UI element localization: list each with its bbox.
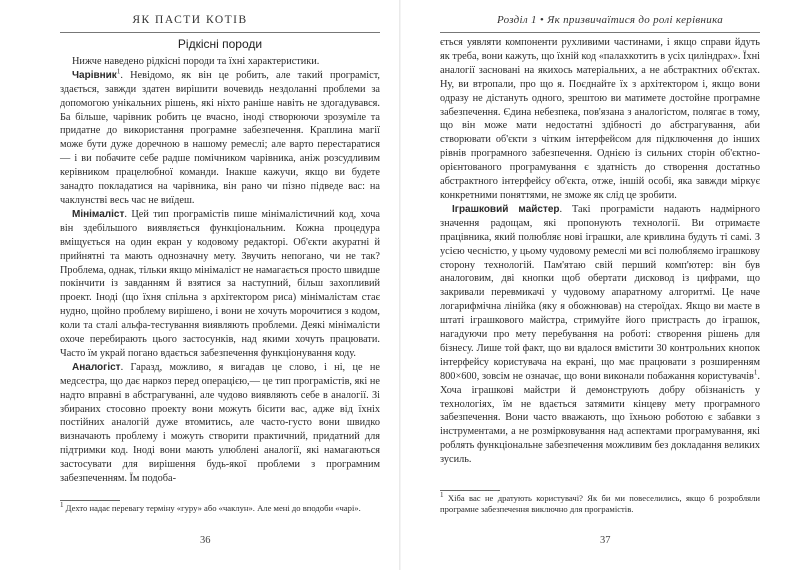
footnote-mark: 1 [60,501,64,510]
left-body-text [60,36,380,486]
running-head-book-title: ЯК ПАСТИ КОТІВ [132,14,248,26]
minimalist-paragraph [60,208,380,361]
wizard-term: Чарівник [72,69,117,81]
footnote-rule [60,500,120,501]
analogist-term: Аналогіст [72,361,121,373]
footnote-mark: 1 [440,491,444,500]
toymaster-paragraph [440,203,760,467]
wizard-text: . Невідомо, як він це робить, але такий програміст, здається, завжди здатен вирішити вочевидь нездоланні проблеми за допомогою унікальних рішень, які ніхто раніше навіть не здогадувався. Ба більше, чарівник робить це вчасно, іноді створюючи зрозуміле та придатне до використання програмне забезпечення. Краплина магії може бути дуже доречною в нашому ремеслі; але варто перестаратися — і ви побачите себе радше помічником чарівника, аніж розсудливим керівником працелюбної команди. Інакше кажучи, якщо ви будете занадто покладатися на чарівника, він рано чи пізно підведе вас: на чаклунстві весь час не виїдеш. [60,69,380,206]
footnote [440,493,760,515]
header-rule [440,32,760,33]
analogist-text: . Гаразд, можливо, я вигадав це слово, і ні, це не медсестра, що дає наркоз перед операцією,— це тип програмістів, які не надто вправні в абстрагуванні, але чудово виявляють себе в аналогії. Зі збираних стосовно проекту вони можуть бісити вас, адже від їхніх постійних аналогій дуже втомитись, але часто-густо вони швидко визначають проблему і можуть створити практичний, придатний для підтримки код. Іноді вони мають улюблені аналогії, які намагаються застосувати для вирішення будь-якої проблеми з програмним забезпеченням. Їм подоба- [60,361,380,485]
minimalist-term: Мінімаліст [72,208,125,220]
intro-paragraph: Нижче наведено рідкісні породи та їхні характеристики. [72,55,320,67]
running-head-chapter: Розділ 1 • Як призвичаїтися до ролі керівника [496,14,724,26]
minimalist-text: . Цей тип програмістів пише мінімалістичний код, хоча він здебільшого виявляється функціональним. Кожна процедура вміщується на один екран у кодовому редакторі. Об'єкти акуратні й прийнятні та мають однозначну мету. Звучить непогано, чи не так? Проблема, однак, тільки якщо мінімаліст не намагається просто швидше покінчити із завданням й взятися за наступний, більш захопливий проект. Іноді (що їхня спільна з архітектором риса) мінімалістам стає нудно, щойно проблему вирішено, і вони не хочуть морочитися з кодом, коли та сталі альфа-тестування виявляють проблеми. Деякі мінімалісти охоче перебирають цього застосунків, над якими хочуть працювати. Часто їм украй погано вдається забезпечення функціонування коду. [60,208,380,359]
footnote-rule [440,490,500,491]
toymaster-term: Іграшковий майстер [452,203,560,215]
right-page [400,0,800,570]
page-number: 36 [200,535,211,546]
right-body-text [440,36,760,467]
toymaster-text: . Такі програмісти надають надмірного значення радощам, які пропонують технології. Ви отримаєте працівника, який полюбляє нові іграшки, але кривлина будуть ті самі. З усією чесністю, у цьому чудовому ремеслі ми всі полюбляємо іграшкову сторону технологій. Пам'ятаю свій перший комп'ютер: він був аналоговим, дві кнопки щоб обертати дисковод із цифрами, що закривали перевмикачі у чудовому апаратному алгоритмі. Це наче логарифмічна лінійка (яку я обожнював) на стероїдах. Якщо ви маєте в штаті іграшкового майстра, стримуйте його пристрасть до іграшок, нагадуючи про мету перебування на роботі: створення рішень для бізнесу. Лише той факт, що ви вдалося вмістити 30 контрольних кнопок інтерфейсу користувача на екрані, що має працювати з розширенням 800×600, зовсім не означає, що вони виконали побажання користувачів [440,203,760,382]
wizard-footnote-ref: 1 [116,67,121,76]
wizard-paragraph [60,69,380,208]
footnote-text: Хіба вас не дратують користувачі? Як би ми повеселились, якщо б розробляли програмне забезпечення виключно для програмістів. [440,493,760,514]
footnote [60,503,380,514]
header-rule [60,32,380,33]
toymaster-footnote-ref: 1 [753,368,758,377]
analogist-paragraph [60,361,380,486]
footnote-text: Дехто надає перевагу терміну «гуру» або «чаклун». Але мені до вподоби «чарі». [65,503,361,513]
page-number: 37 [600,535,611,546]
section-title: Рідкісні породи [177,37,263,51]
continued-paragraph: ється уявляти компоненти рухливими частинами, і якщо справи йдуть як треба, вони кажуть, що їхній код «палахкотить в усіх циліндрах». Їхні аналогії засновані на якихось матеріальних, а не абстрактних об'єктах. Ну, ви втропали, про що я. Поєднайте їх з архітектором і, якщо вони одразу не дістануть одного, зрештою ви матимете достойне програмне забезпечення. Єдина небезпека, пов'язана з аналогістом, полягає в тому, що він може мати недостатні здібності до абстрагування, аби створювати об'єкти з чітким інтерфейсом для підключення до інших рівнів програмного забезпечення. Однією із сильних сторін об'єктно-орієнтованого програмування є здатність до створення достатньо абстрактного інтерфейсу об'єкта, отже, іншій особі, яка завжди міркує конкретними поняттями, не зможе як слід це зробити. [440,37,760,201]
toymaster-tail: . Хоча іграшкові майстри й демонструють добру обізнаність у технологіях, їм не вдається затямити кінцеву мету програмного забезпечення. Вони часто вважають, що їхньою роботою є забавки з інструментами, а не розмірковування над аспектами програмування, які роблять функціональне забезпечення можливим без докладання великих зусиль. [440,370,760,466]
